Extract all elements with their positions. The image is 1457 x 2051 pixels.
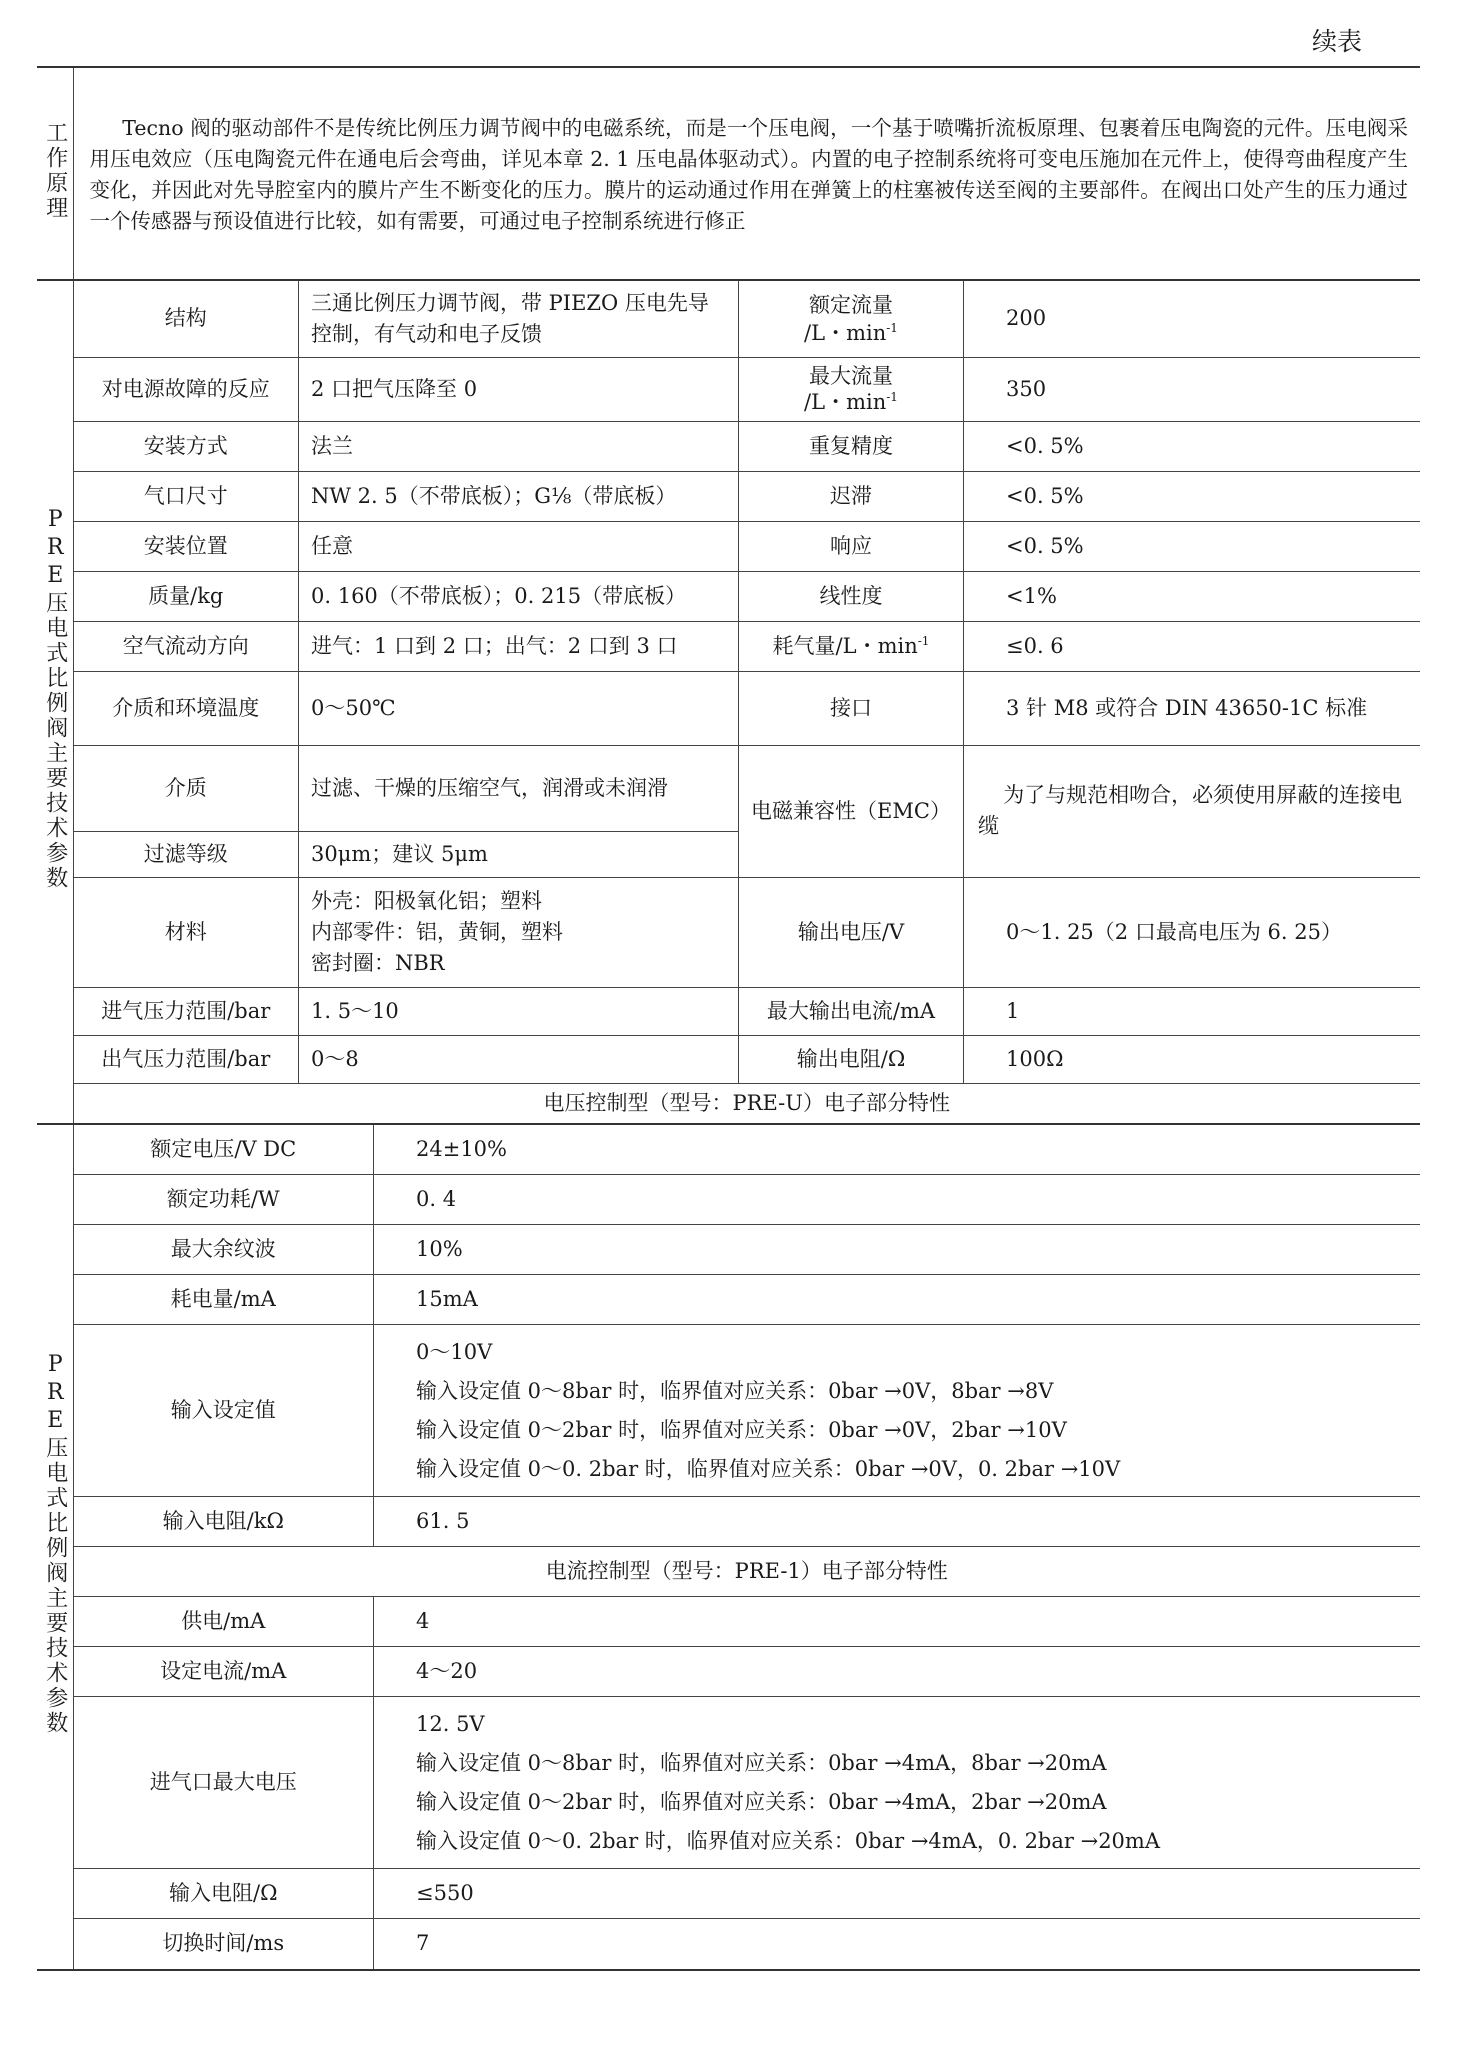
param-label: 介质和环境温度 bbox=[74, 671, 299, 745]
params1-side-label: PRE压电式比例阀主要技术参数 bbox=[37, 280, 73, 1124]
param-label: 对电源故障的反应 bbox=[74, 357, 299, 421]
param-label: 输入电阻/Ω bbox=[74, 1869, 374, 1919]
param-value: <1% bbox=[964, 571, 1421, 621]
param-value: 10% bbox=[374, 1225, 1421, 1275]
param-value: 200 bbox=[964, 281, 1421, 357]
param-value: 100Ω bbox=[964, 1035, 1421, 1083]
param-label: 切换时间/ms bbox=[74, 1919, 374, 1969]
param-value: <0. 5% bbox=[964, 471, 1421, 521]
param-value: 0～10V 输入设定值 0～8bar 时，临界值对应关系：0bar →0V，8bar →8V 输入设定值 0～2bar 时，临界值对应关系：0bar →0V，2bar →10V 输入设定值 0～0. 2bar 时，临界值对应关系：0bar →0V，0. 2bar →10V bbox=[374, 1325, 1421, 1497]
param-row bbox=[74, 987, 1421, 1035]
params1-table bbox=[74, 281, 1421, 1123]
param-value: 0～8 bbox=[299, 1035, 739, 1083]
param-label: 接口 bbox=[739, 671, 964, 745]
param-row bbox=[74, 357, 1421, 421]
param-label: 质量/kg bbox=[74, 571, 299, 621]
param-row bbox=[74, 421, 1421, 471]
principle-row bbox=[37, 67, 1420, 280]
param-value: 1. 5～10 bbox=[299, 987, 739, 1035]
param-value: 0. 4 bbox=[374, 1175, 1421, 1225]
param-row bbox=[74, 1325, 1421, 1497]
param-row bbox=[74, 1125, 1421, 1175]
param-row bbox=[74, 1869, 1421, 1919]
param-row bbox=[74, 1647, 1421, 1697]
param-label: 响应 bbox=[739, 521, 964, 571]
param-value: 7 bbox=[374, 1919, 1421, 1969]
param-label: 最大余纹波 bbox=[74, 1225, 374, 1275]
param-value: 4～20 bbox=[374, 1647, 1421, 1697]
param-label: 额定流量 /L・$\min^{-1}$ bbox=[739, 281, 964, 357]
param-value: 350 bbox=[964, 357, 1421, 421]
param-label: 供电/mA bbox=[74, 1597, 374, 1647]
params2-table bbox=[74, 1125, 1421, 1969]
param-label: 最大流量 /L・$\min^{-1}$ bbox=[739, 357, 964, 421]
param-value: 任意 bbox=[299, 521, 739, 571]
param-label: 输入设定值 bbox=[74, 1325, 374, 1497]
param-label: 设定电流/mA bbox=[74, 1647, 374, 1697]
param-row bbox=[74, 1497, 1421, 1547]
param-value: 为了与规范相吻合，必须使用屏蔽的连接电缆 bbox=[964, 745, 1421, 877]
param-label: 介质 bbox=[74, 745, 299, 831]
param-label: 过滤等级 bbox=[74, 831, 299, 877]
param-row bbox=[74, 1597, 1421, 1647]
param-label: 耗气量/L・$\min^{-1}$ bbox=[739, 621, 964, 671]
param-value: 4 bbox=[374, 1597, 1421, 1647]
param-label: 安装位置 bbox=[74, 521, 299, 571]
param-row bbox=[74, 877, 1421, 987]
param-value: 3 针 M8 或符合 DIN 43650-1C 标准 bbox=[964, 671, 1421, 745]
param-row bbox=[74, 745, 1421, 831]
param-label: 输出电阻/Ω bbox=[739, 1035, 964, 1083]
param-value: 1 bbox=[964, 987, 1421, 1035]
param-value: NW 2. 5（不带底板）；G⅛（带底板） bbox=[299, 471, 739, 521]
params2-section bbox=[37, 1124, 1420, 1970]
param-row bbox=[74, 1697, 1421, 1869]
param-row bbox=[74, 1175, 1421, 1225]
param-value: 0～50℃ bbox=[299, 671, 739, 745]
param-value: 15mA bbox=[374, 1275, 1421, 1325]
param-row bbox=[74, 1275, 1421, 1325]
param-value: 12. 5V 输入设定值 0～8bar 时，临界值对应关系：0bar →4mA，8bar →20mA 输入设定值 0～2bar 时，临界值对应关系：0bar →4mA，2bar →20mA 输入设定值 0～0. 2bar 时，临界值对应关系：0bar →4mA，0. 2bar →20mA bbox=[374, 1697, 1421, 1869]
param-value: <0. 5% bbox=[964, 521, 1421, 571]
param-label: 安装方式 bbox=[74, 421, 299, 471]
section-heading-row bbox=[74, 1547, 1421, 1597]
param-label: 输入电阻/kΩ bbox=[74, 1497, 374, 1547]
param-label: 额定电压/V DC bbox=[74, 1125, 374, 1175]
param-value: 2 口把气压降至 0 bbox=[299, 357, 739, 421]
param-label: 进气压力范围/bar bbox=[74, 987, 299, 1035]
param-row bbox=[74, 471, 1421, 521]
param-row bbox=[74, 281, 1421, 357]
param-label: 重复精度 bbox=[739, 421, 964, 471]
param-row bbox=[74, 521, 1421, 571]
param-label: 额定功耗/W bbox=[74, 1175, 374, 1225]
param-label: 线性度 bbox=[739, 571, 964, 621]
param-value: 0～1. 25（2 口最高电压为 6. 25） bbox=[964, 877, 1421, 987]
param-value: 61. 5 bbox=[374, 1497, 1421, 1547]
params2-side-label: PRE压电式比例阀主要技术参数 bbox=[37, 1124, 73, 1970]
param-label: 迟滞 bbox=[739, 471, 964, 521]
param-row bbox=[74, 1035, 1421, 1083]
param-value: 三通比例压力调节阀，带 PIEZO 压电先导控制，有气动和电子反馈 bbox=[299, 281, 739, 357]
param-value: 外壳：阳极氧化铝；塑料 内部零件：铝，黄铜，塑料 密封圈：NBR bbox=[299, 877, 739, 987]
principle-side-label: 工作原理 bbox=[37, 67, 73, 280]
param-label: 气口尺寸 bbox=[74, 471, 299, 521]
section-heading: 电压控制型（型号：PRE-U）电子部分特性 bbox=[74, 1083, 1421, 1123]
param-row bbox=[74, 571, 1421, 621]
section-heading-row bbox=[74, 1083, 1421, 1123]
spec-table bbox=[37, 66, 1420, 1971]
param-label: 输出电压/V bbox=[739, 877, 964, 987]
param-label: 材料 bbox=[74, 877, 299, 987]
param-row bbox=[74, 621, 1421, 671]
param-label: 电磁兼容性（EMC） bbox=[739, 745, 964, 877]
param-label: 空气流动方向 bbox=[74, 621, 299, 671]
param-label: 进气口最大电压 bbox=[74, 1697, 374, 1869]
param-label: 结构 bbox=[74, 281, 299, 357]
param-value: <0. 5% bbox=[964, 421, 1421, 471]
param-row bbox=[74, 1919, 1421, 1969]
param-label: 最大输出电流/mA bbox=[739, 987, 964, 1035]
param-label: 出气压力范围/bar bbox=[74, 1035, 299, 1083]
principle-text: Tecno 阀的驱动部件不是传统比例压力调节阀中的电磁系统，而是一个压电阀，一个基于喷嘴折流板原理、包裹着压电陶瓷的元件。压电阀采用压电效应（压电陶瓷元件在通电后会弯曲，详见本章 2. 1 压电晶体驱动式）。内置的电子控制系统将可变电压施加在元件上，使得弯曲程度产生变化，并因此对先导腔室内的膜片产生不断变化的压力。膜片的运动通过作用在弹簧上的柱塞被传送至阀的主要部件。在阀出口处产生的压力通过一个传感器与预设值进行比较，如有需要，可通过电子控制系统进行修正 bbox=[89, 115, 1408, 233]
param-value: ≤0. 6 bbox=[964, 621, 1421, 671]
param-value: 法兰 bbox=[299, 421, 739, 471]
param-value: 进气：1 口到 2 口；出气：2 口到 3 口 bbox=[299, 621, 739, 671]
param-value: ≤550 bbox=[374, 1869, 1421, 1919]
params1-section bbox=[37, 280, 1420, 1124]
param-row bbox=[74, 671, 1421, 745]
param-label: 耗电量/mA bbox=[74, 1275, 374, 1325]
param-value: 0. 160（不带底板）；0. 215（带底板） bbox=[299, 571, 739, 621]
param-value: 30μm；建议 5μm bbox=[299, 831, 739, 877]
param-value: 过滤、干燥的压缩空气，润滑或未润滑 bbox=[299, 745, 739, 831]
continued-label: 续表 bbox=[1312, 27, 1363, 56]
param-value: 24±10% bbox=[374, 1125, 1421, 1175]
section-heading: 电流控制型（型号：PRE-1）电子部分特性 bbox=[74, 1547, 1421, 1597]
param-row bbox=[74, 1225, 1421, 1275]
